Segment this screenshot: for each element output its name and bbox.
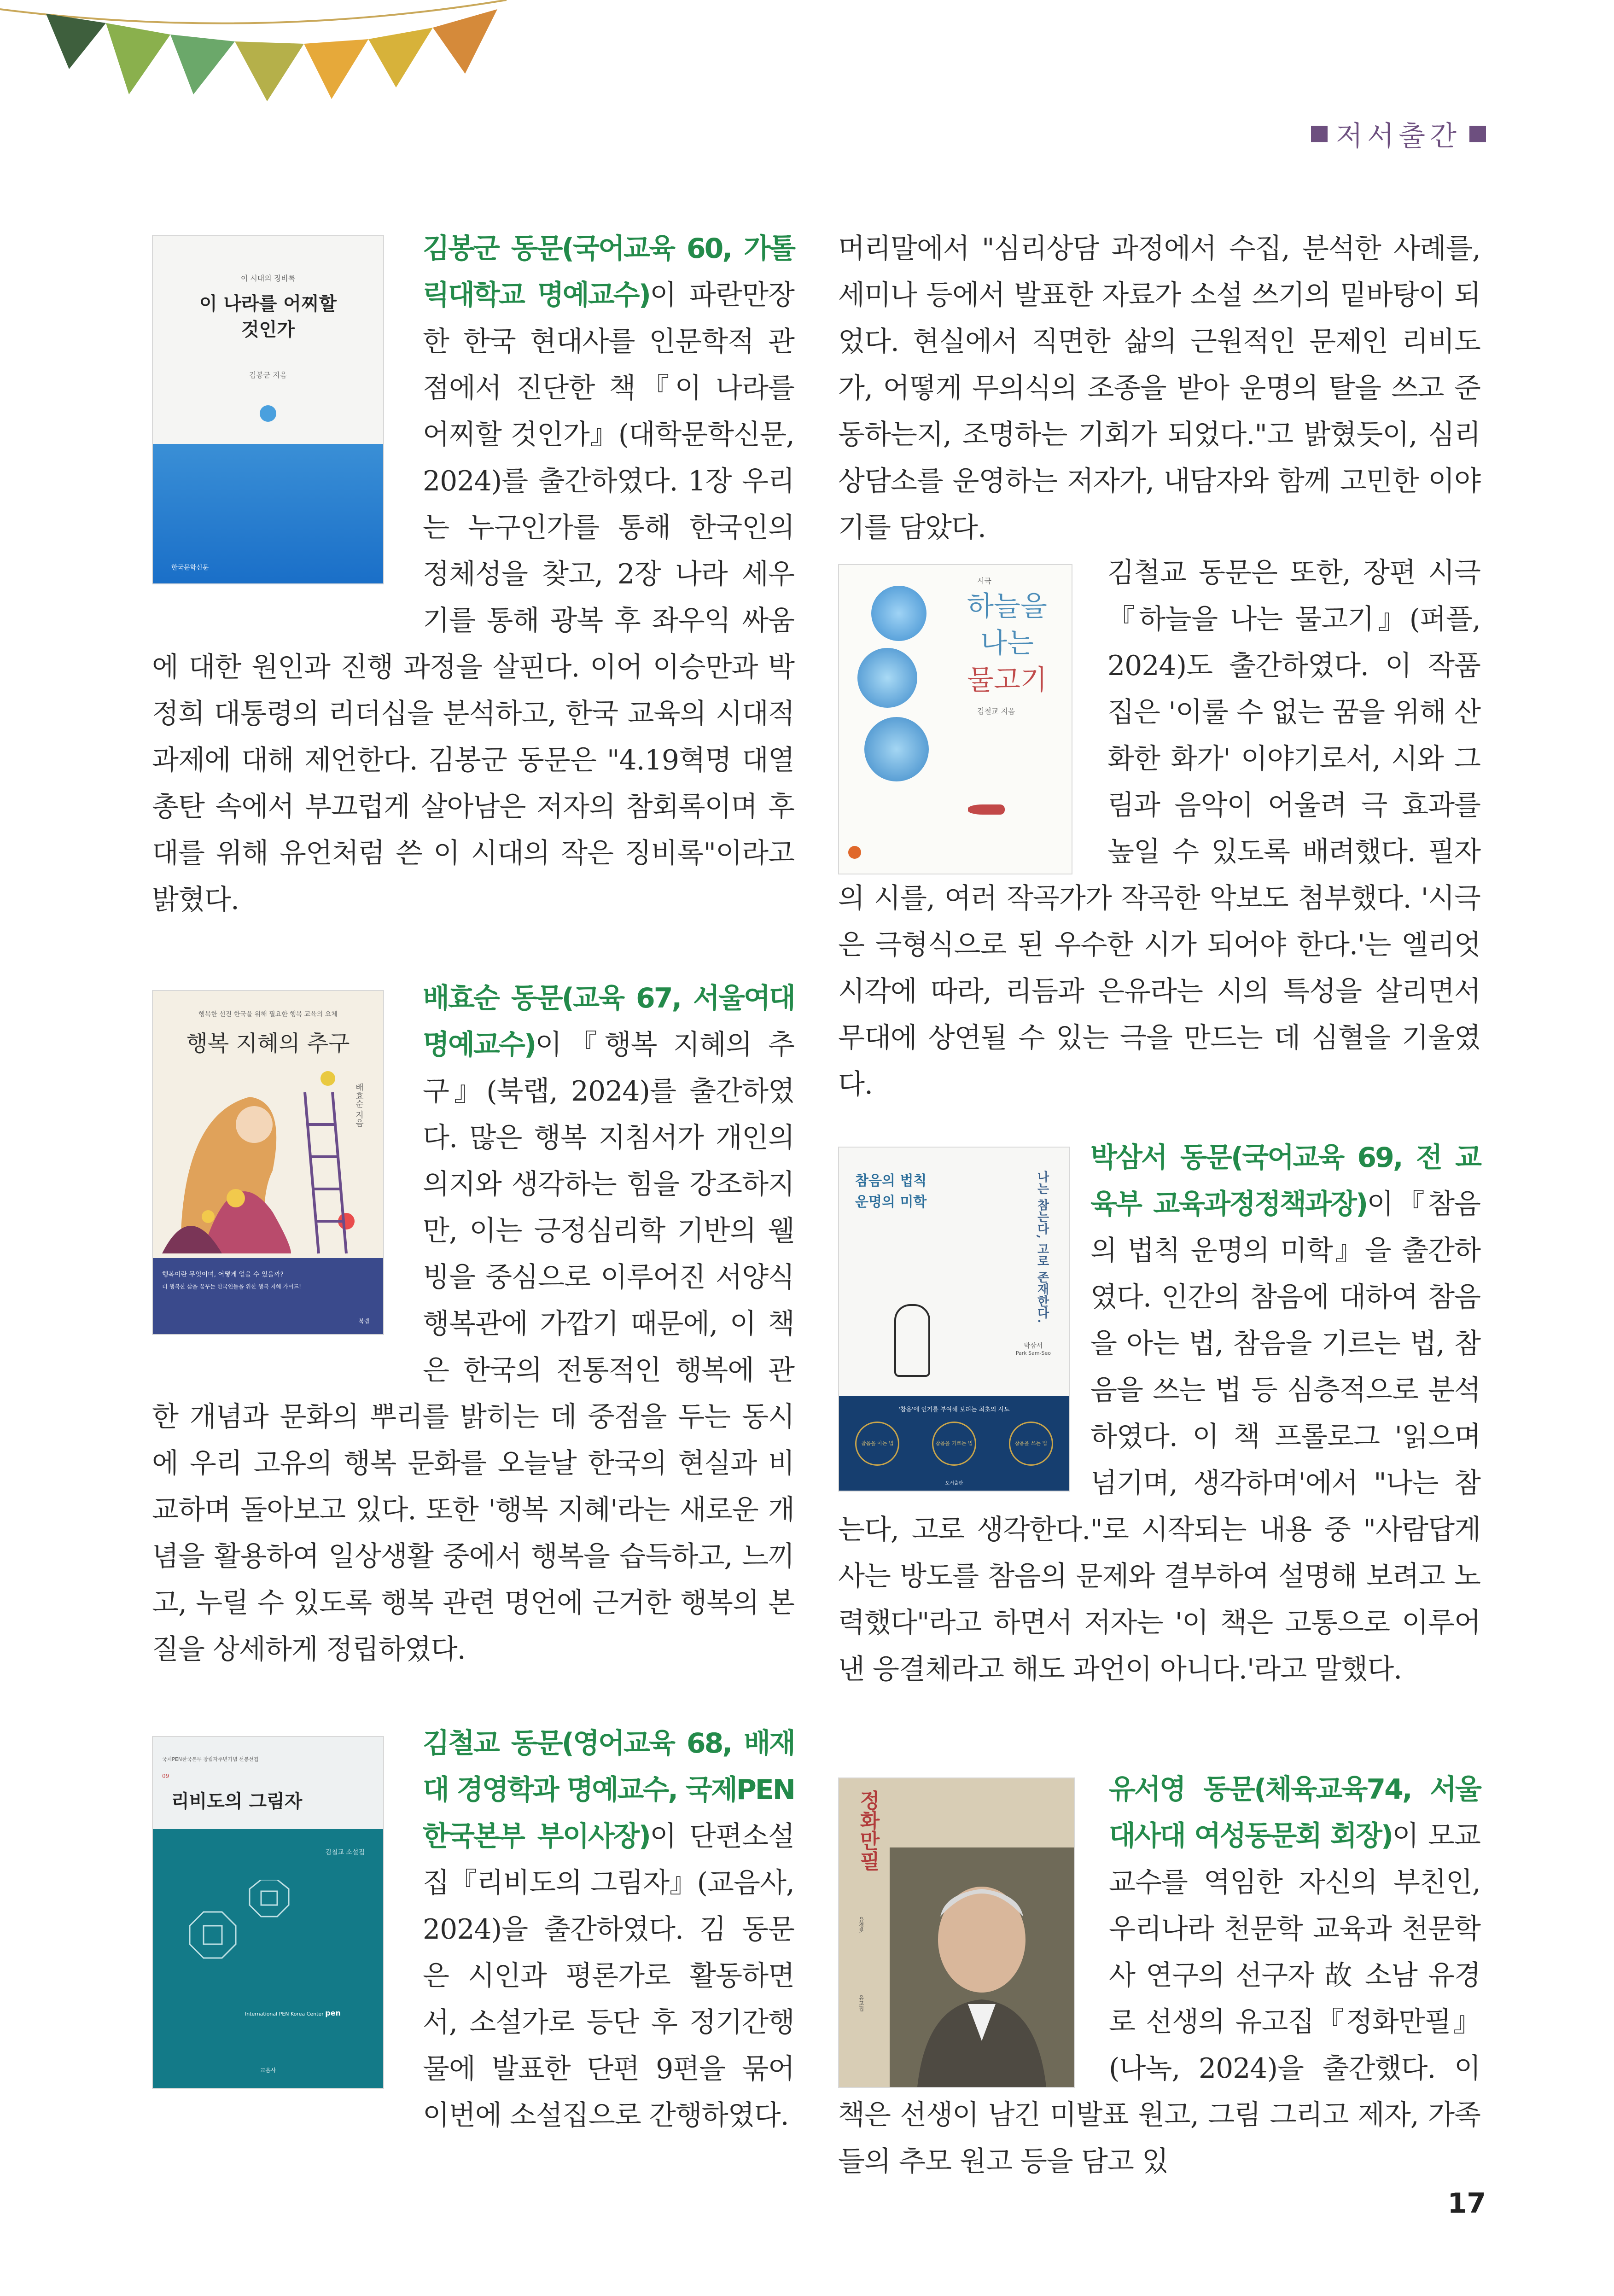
cover-title-line3: 물고기	[967, 664, 1047, 696]
alumni-name: 배효순 동문(교육 67, 서울여대 명예교수)	[423, 982, 794, 1061]
section-label	[1311, 114, 1486, 154]
award-badge: 참음을 아는 법	[855, 1422, 899, 1466]
cover-publisher: 한국문학신문	[171, 564, 209, 571]
bunting-decoration	[0, 0, 507, 147]
article-yu-seoyeong	[838, 1766, 1480, 2185]
page-number: 17	[1447, 2187, 1486, 2220]
cover-band-line1: 행복이란 무엇이며, 어떻게 얻을 수 있을까?	[162, 1271, 284, 1278]
article-kim-cheolgyo-1	[152, 1720, 794, 2139]
cover-top-text: 국제PEN한국본부 창립자주년기념 선봉선집	[162, 1756, 259, 1762]
cover-author-en: Park Sam-Seo	[1015, 1350, 1051, 1356]
article-park-samseo	[838, 1135, 1480, 1693]
article-body: 이 파란만장한 한국 현대사를 인문학적 관점에서 진단한 책『이 나라를 어찌할 것인가』(대학문학신문, 2024)를 출간하였다. 1장 우리는 누구인가를 통해 한국인의 정체성을 찾고, 2장 나라 세우기를 통해 광복 후 좌우익 싸움에 대한 원인과 진행 과정을 살핀다. 이어 이승만과 박정희 대통령의 리더십을 분석하고, 한국 교육의 시대적 과제에 대해 제언한다. 김봉군 동문은 "4.19혁명 대열 총탄 속에서 부끄럽게 살아남은 저자의 참회록이며 후대를 위해 유언처럼 쓴 이 시대의 작은 징비록"이라고 밝혔다.	[152, 279, 794, 916]
cover-author: 김철교 지음	[977, 707, 1015, 716]
cover-title-line2: 운명의 미학	[855, 1194, 927, 1210]
article-kim-bonggun	[152, 226, 794, 923]
article-body: 이 모교 교수를 역임한 자신의 부친인, 우리나라 천문학 교육과 천문학사 연구의 선구자 故 소남 유경로 선생의 유고집『정화만필』(나녹, 2024)을 출간했다. 이 책은 선생이 남긴 미발표 원고, 그림 그리고 제자, 가족들의 추모 원고 등을 담고 있	[838, 1820, 1480, 2178]
section-label-text: 저서출간	[1336, 120, 1461, 152]
article-kim-cheolgyo-2	[838, 550, 1480, 1108]
cover-title-line1: 하늘을	[967, 590, 1047, 623]
cover-title: 리비도의 그림자	[171, 1790, 303, 1812]
alumni-name: 유서영 동문(체육교육74, 서울대사대 여성동문회 회장)	[1109, 1773, 1480, 1852]
cover-band-line2: 더 행복한 삶을 꿈꾸는 한국인들을 위한 행복 지혜 가이드!	[162, 1283, 301, 1290]
article-body: 김철교 동문은 또한, 장편 시극『하늘을 나는 물고기』(퍼플, 2024)도 출간하였다. 이 작품집은 '이룰 수 없는 꿈을 위해 산화한 화가' 이야기로서, 시와 그림과 음악이 어울려 극 효과를 높일 수 있도록 배려했다. 필자의 시를, 여러 작곡가가 작곡한 악보도 첨부했다. '시극은 극형식으로 된 우수한 시가 되어야 한다.'는 엘리엇 시각에 따라, 리듬과 은유라는 시의 특성을 살리면서 무대에 상연될 수 있는 극을 만드는 데 심혈을 기울였다.	[838, 557, 1480, 1101]
cover-publisher: 도서출판	[945, 1481, 963, 1486]
award-badge: 참음을 쓰는 법	[1009, 1422, 1053, 1466]
cover-band-text: '참음'에 인기를 부여해 보려는 최초의 시도	[898, 1406, 1010, 1413]
cover-side-text: 나는 참는다, 고로 존재한다.	[1035, 1171, 1049, 1323]
cover-publisher: 교음사	[260, 2067, 276, 2074]
cover-author: 김봉군 지음	[249, 371, 287, 379]
article-body: 머리말에서 "심리상담 과정에서 수집, 분석한 사례를, 세미나 등에서 발표한 자료가 소설 쓰기의 밑바탕이 되었다. 현실에서 직면한 삶의 근원적인 문제인 리비도가, 어떻게 무의식의 조종을 받아 운명의 탈을 쓰고 준동하는지, 조명하는 기회가 되었다."고 밝혔듯이, 심리상담소를 운영하는 저자가, 내담자와 함께 고민한 이야기를 담았다.	[838, 233, 1480, 544]
alumni-name: 김봉군 동문(국어교육 60, 가톨릭대학교 명예교수)	[423, 233, 794, 311]
cover-top-text: 시극	[977, 577, 991, 585]
cover-title: 정화만필	[856, 1790, 880, 1871]
cover-author: 김철교 소설집	[325, 1849, 365, 1856]
cover-num: 09	[162, 1773, 169, 1779]
cover-title: 이 나라를 어찌할 것인가	[199, 293, 337, 340]
cover-title-line1: 참음의 법칙	[855, 1173, 927, 1189]
square-icon	[1469, 126, 1486, 142]
cover-side2: 유고집	[858, 1995, 864, 2011]
alumni-name: 김철교 동문(영어교육 68, 배재대 경영학과 명예교수, 국제PEN한국본부 부이사장)	[423, 1727, 794, 1853]
square-icon	[1311, 126, 1328, 142]
article-kim-cheolgyo-continued	[838, 226, 1480, 551]
award-badge: 참음을 기르는 법	[932, 1422, 976, 1466]
cover-top-text: 행복한 선진 한국을 위해 필요한 행복 교육의 요체	[198, 1011, 338, 1018]
cover-pen-label: International PEN Korea Center	[245, 2011, 324, 2017]
cover-title-line2: 나는	[980, 627, 1034, 659]
cover-title: 행복 지혜의 추구	[186, 1031, 350, 1056]
cover-author: 배효순 지음	[354, 1083, 364, 1127]
cover-top-text: 이 시대의 징비록	[240, 274, 296, 283]
article-body: 이『행복 지혜의 추구』(북랩, 2024)를 출간하였다. 많은 행복 지침서가 개인의 의지와 생각하는 힘을 강조하지만, 이는 긍정심리학 기반의 웰빙을 중심으로 이루어진 서양식 행복관에 가깝기 때문에, 이 책은 한국의 전통적인 행복에 관한 개념과 문화의 뿌리를 밝히는 데 중점을 두는 동시에 우리 고유의 행복 문화를 오늘날 한국의 현실과 비교하며 돌아보고 있다. 또한 '행복 지혜'라는 새로운 개념을 활용하여 일상생활 중에서 행복을 습득하고, 느끼고, 누릴 수 있도록 행복 관련 명언에 근거한 행복의 본질을 상세하게 정립하였다.	[152, 1029, 794, 1666]
article-body: 이 단편소설집『리비도의 그림자』(교음사, 2024)을 출간하였다. 김 동문은 시인과 평론가로 활동하면서, 소설가로 등단 후 정기간행물에 발표한 단편 9편을 묶어 이번에 소설집으로 간행하였다.	[423, 1820, 794, 2132]
cover-author-ko: 박삼서	[1024, 1342, 1043, 1350]
cover-side1: 유경로	[858, 1917, 864, 1933]
article-bae-hyosun	[152, 975, 794, 1673]
pen-logo: pen	[325, 2009, 341, 2017]
article-body: 이『참음의 법칙 운명의 미학』을 출간하였다. 인간의 참음에 대하여 참음을 아는 법, 참음을 기르는 법, 참음을 쓰는 법 등 심층적으로 분석하였다. 이 책 프롤로그 '읽으며 넘기며, 생각하며'에서 "나는 참는다, 고로 생각한다."로 시작되는 내용 중 "사람답게 사는 방도를 참음의 문제와 결부하여 설명해 보려고 노력했다"라고 하면서 저자는 '이 책은 고통으로 이루어낸 응결체라고 해도 과언이 아니다.'라고 말했다.	[838, 1188, 1480, 1685]
cover-publisher: 북랩	[358, 1318, 369, 1324]
alumni-name: 박삼서 동문(국어교육 69, 전 교육부 교육과정정책과장)	[1090, 1142, 1480, 1220]
